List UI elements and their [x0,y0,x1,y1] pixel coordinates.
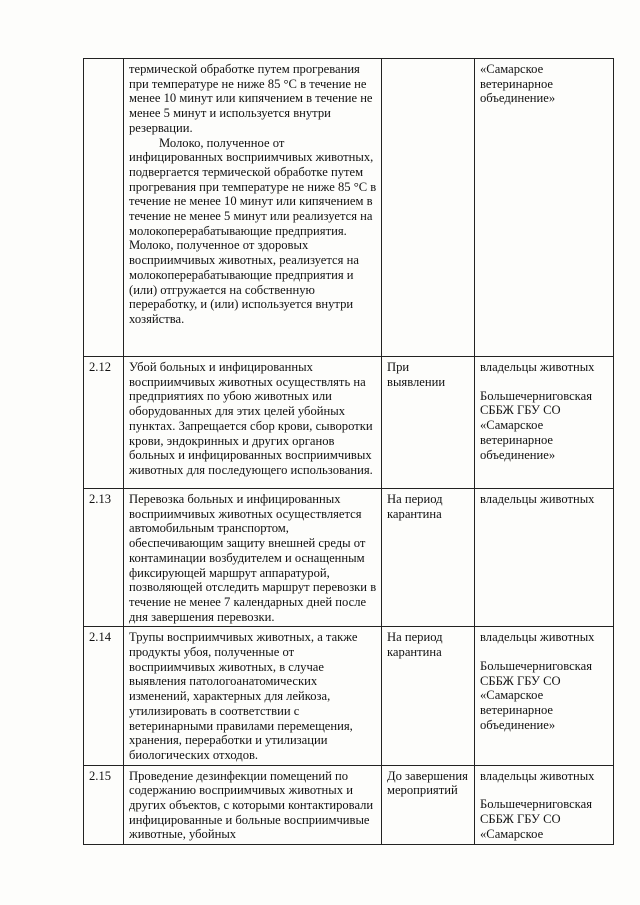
responsible-owner: владельцы животных [480,768,595,783]
measure-text [124,489,382,627]
responsible-cell [475,357,614,489]
responsible-cell [475,627,614,765]
measure-text [124,357,382,489]
responsible-owner: владельцы животных [480,630,595,645]
row-number: 2.14 [84,627,124,765]
row-number [84,59,124,357]
measure-text [124,627,382,765]
table-row [84,765,614,845]
measure-text [124,765,382,845]
row-number: 2.15 [84,765,124,845]
deadline-cell: На период карантина [382,489,475,627]
responsible-cell [475,765,614,845]
responsible-org: Большечерниговская СББЖ ГБУ СО «Самарское ветеринарное объединение» [480,388,592,462]
table-row [84,59,614,357]
measure-paragraph: Убой больных и инфицированных восприимчивых животных осуществлять на предприятиях по убою животных или оборудованных для этих целей убойных пунктах. Запрещается сбор крови, сыворотки крови, эндокринных и других органов больных и инфицированных восприимчивых животных для последующего использования. [129,360,373,477]
responsible-owner: владельцы животных [480,492,595,506]
row-number: 2.12 [84,357,124,489]
deadline-cell: При выявлении [382,357,475,489]
responsible-owner: владельцы животных [480,360,595,374]
responsible-org: «Самарское ветеринарное объединение» [480,62,556,106]
row-number: 2.13 [84,489,124,627]
measure-paragraph: Трупы восприимчивых животных, а также продукты убоя, полученные от восприимчивых животных, в случае выявления патологоанатомических изменений, характерных для лейкоза, утилизировать в соответствии с ветеринарными правилами перемещения, хранения, переработки и утилизации биологических отходов. [129,630,358,762]
responsible-cell [475,59,614,357]
table-row [84,357,614,489]
measure-paragraph: Проведение дезинфекции помещений по содержанию восприимчивых животных и других объектов, с которыми контактировали инфицированные и больные восприимчивые животные, убойных [129,768,374,842]
deadline-cell: До завершения мероприятий [382,765,475,845]
deadline-cell [382,59,475,357]
responsible-cell [475,489,614,627]
measure-paragraph: Перевозка больных и инфицированных восприимчивых животных осуществляется автомобильным транспортом, обеспечивающим защиту внешней среды от контаминации возбудителем и оснащенным фиксирующей маршрут аппаратурой, позволяющей отследить маршрут перевозки в течение не менее 7 календарных дней после дня завершения перевозки. [129,492,377,624]
responsible-org: Большечерниговская СББЖ ГБУ СО «Самарское ветеринарное объединение» [480,659,592,732]
table-row [84,489,614,627]
measure-paragraph: термической обработке путем прогревания при температуре не ниже 85 °С в течение не менее 10 минут или кипячением в течение не менее 5 минут и используется внутри резервации. [129,62,373,135]
table-row [84,627,614,765]
measures-table [83,58,614,845]
measure-text [124,59,382,357]
deadline-cell: На период карантина [382,627,475,765]
responsible-org: Большечерниговская СББЖ ГБУ СО «Самарское [480,797,592,841]
measure-paragraph: Молоко, полученное от инфицированных восприимчивых животных, подвергается термической обработке путем прогревания при температуре не ниже 85 °С в течение не менее 10 минут или кипячением в течение не менее 5 минут или реализуется на молокоперерабатывающие предприятия. Молоко, полученное от здоровых восприимчивых животных, реализуется на молокоперерабатывающие предприятия и (или) отгружается на собственную переработку, и (или) используется внутри хозяйства. [129,135,377,326]
